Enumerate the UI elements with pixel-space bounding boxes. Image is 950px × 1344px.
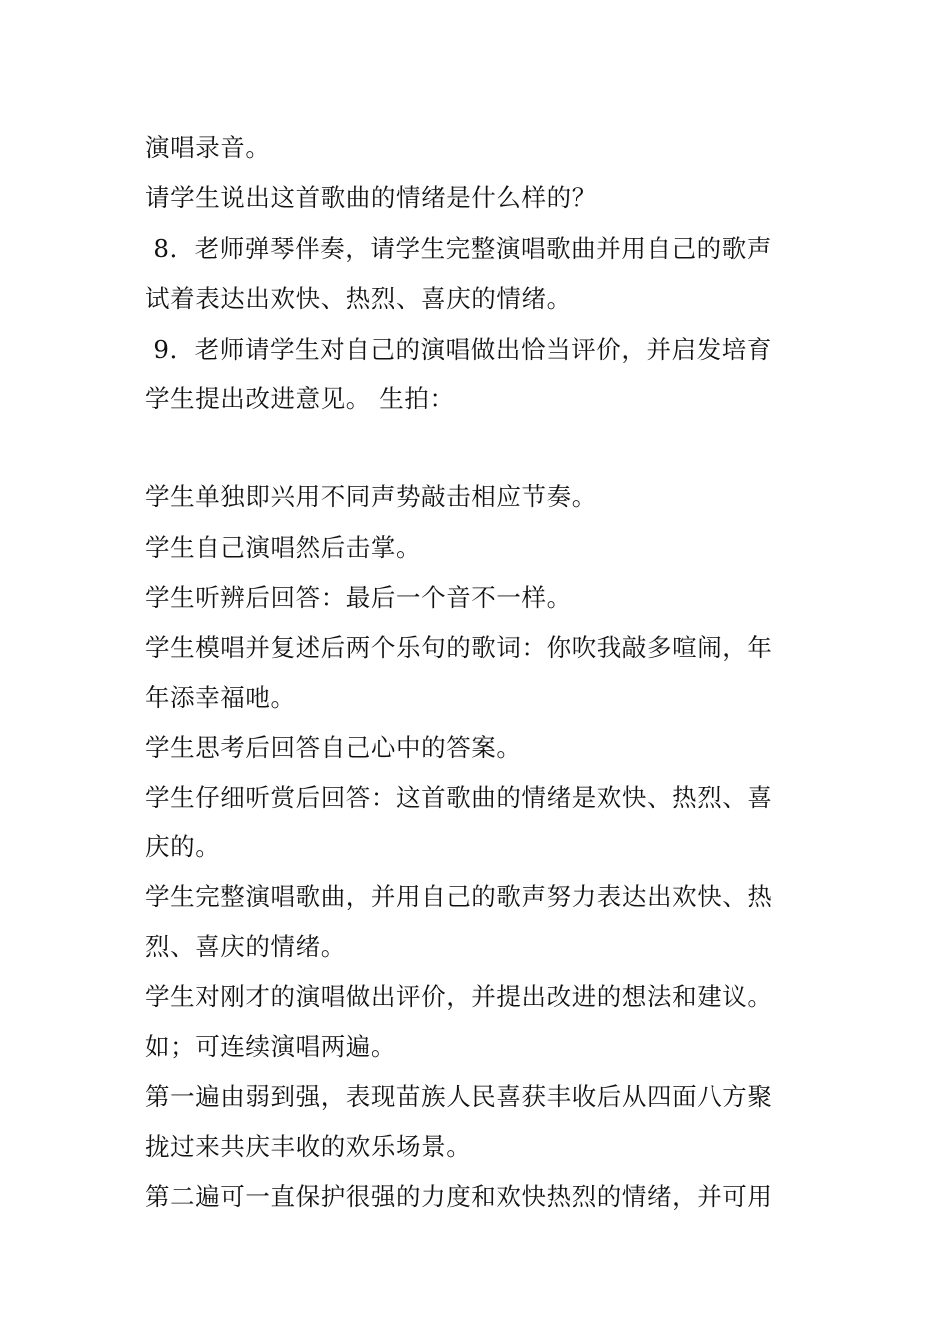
text-line: 学生自己演唱然后击掌。: [145, 533, 422, 562]
text-line: 第二遍可一直保护很强的力度和欢快热烈的情绪，并可用: [145, 1182, 773, 1211]
text-line: 学生仔细听赏后回答：这首歌曲的情绪是欢快、热烈、喜: [145, 783, 773, 812]
text-line: 学生完整演唱歌曲，并用自己的歌声努力表达出欢快、热: [145, 882, 773, 911]
text-line: 学生提出改进意见。 生拍：: [145, 384, 455, 413]
text-line: 学生听辨后回答：最后一个音不一样。: [145, 583, 572, 612]
text-line: 演唱录音。: [145, 133, 271, 162]
text-line: 9．老师请学生对自己的演唱做出恰当评价，并启发培育: [145, 335, 772, 364]
text-line: 请学生说出这首歌曲的情绪是什么样的？: [145, 183, 597, 212]
text-line: 如；可连续演唱两遍。: [145, 1032, 396, 1061]
text-line: 学生模唱并复述后两个乐句的歌词：你吹我敲多喧闹，年: [145, 633, 773, 662]
text-line: 烈、喜庆的情绪。: [145, 932, 346, 961]
text-line: 8．老师弹琴伴奏，请学生完整演唱歌曲并用自己的歌声: [145, 234, 772, 263]
text-line: 学生对刚才的演唱做出评价，并提出改进的想法和建议。: [145, 982, 773, 1011]
text-line: 第一遍由弱到强，表现苗族人民喜获丰收后从四面八方聚: [145, 1082, 773, 1111]
text-line: 学生思考后回答自己心中的答案。: [145, 733, 522, 762]
text-line: 年添幸福吔。: [145, 683, 296, 712]
text-line: 拢过来共庆丰收的欢乐场景。: [145, 1132, 472, 1161]
text-line: 庆的。: [145, 832, 221, 861]
text-line: 试着表达出欢快、热烈、喜庆的情绪。: [145, 284, 572, 313]
text-line: 学生单独即兴用不同声势敲击相应节奏。: [145, 482, 597, 511]
